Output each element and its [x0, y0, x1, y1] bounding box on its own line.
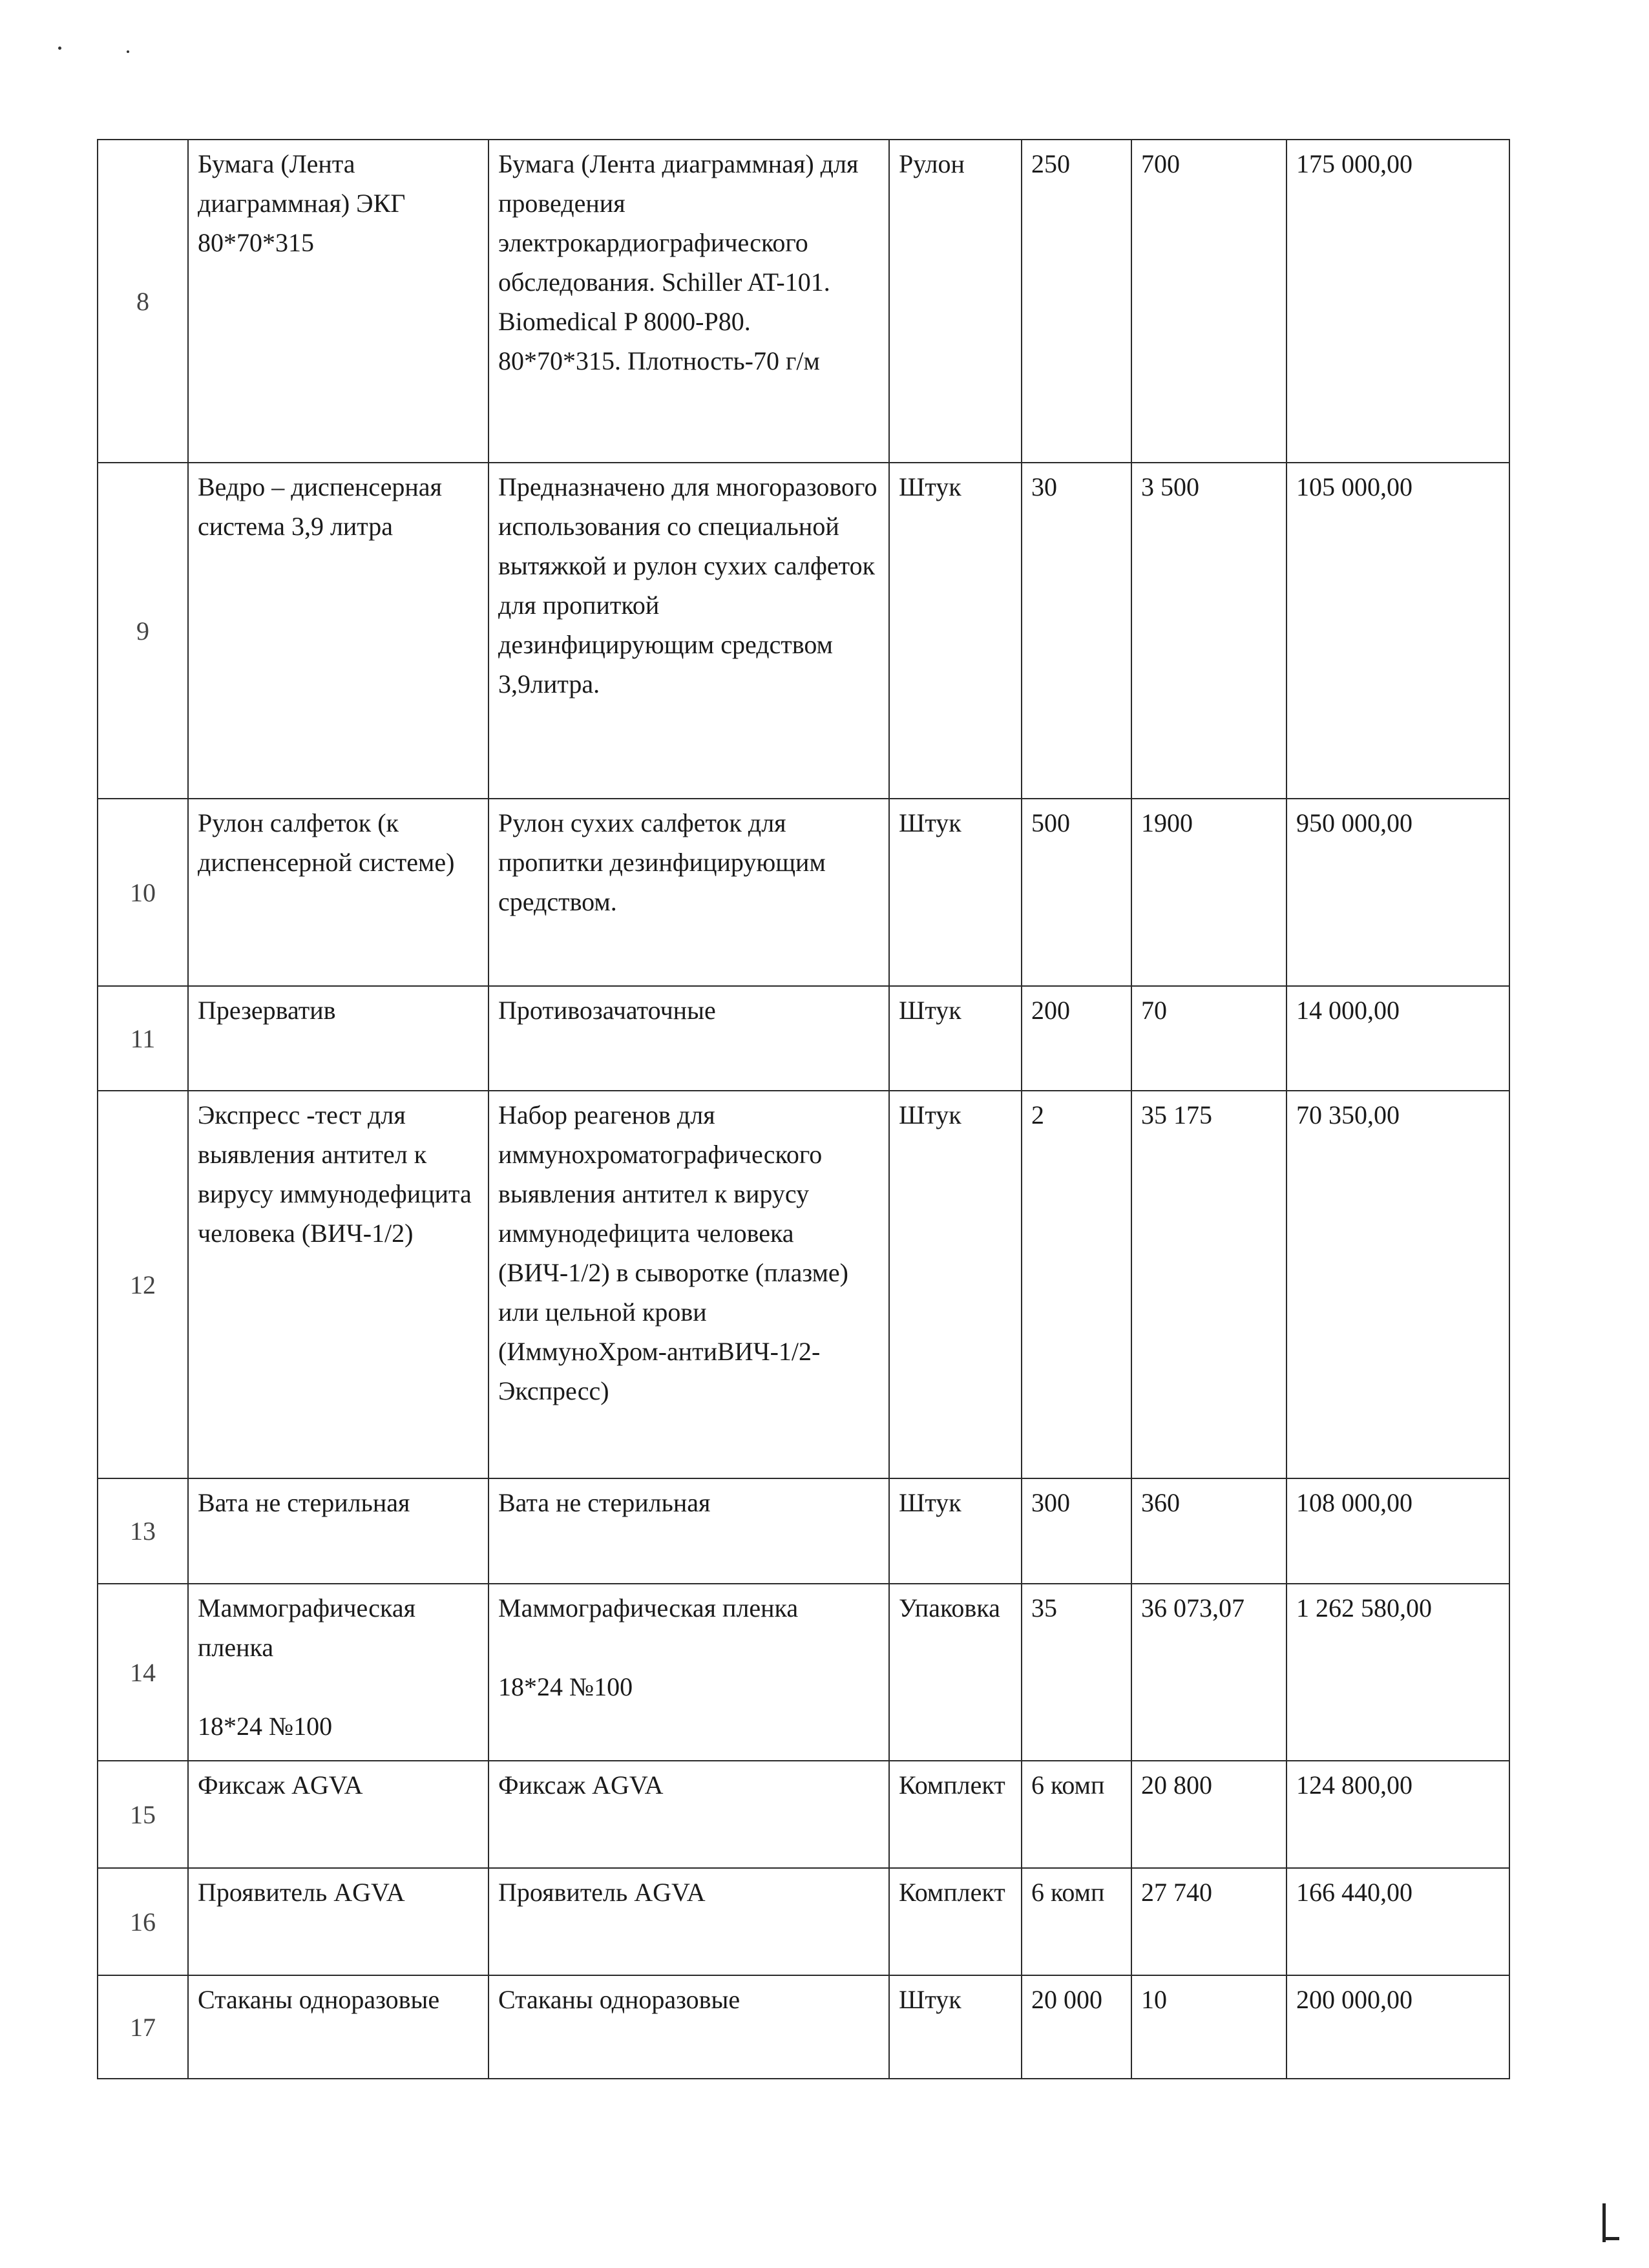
item-name: Фиксаж AGVA [198, 1770, 363, 1800]
item-quantity-cell [1022, 1868, 1131, 1975]
item-quantity: 300 [1031, 1488, 1070, 1517]
item-name-cell [188, 1868, 488, 1975]
item-quantity-cell [1022, 1975, 1131, 2079]
item-description-cell [488, 1975, 889, 2079]
row-number: 16 [130, 1907, 156, 1937]
item-description: Набор реагенов для иммунохроматографического выявления антител к вирусу иммунодефицита человека (ВИЧ-1/2) в сыворотке (плазме) или цельной крови (ИммуноХром-антиВИЧ-1/2-Экспресс) [498, 1100, 848, 1405]
item-name-cell [188, 1478, 488, 1584]
item-price: 27 740 [1141, 1878, 1212, 1907]
item-unit: Упаковка [899, 1593, 1000, 1622]
item-quantity: 2 [1031, 1100, 1044, 1129]
item-sum: 14 000,00 [1296, 996, 1400, 1025]
item-quantity: 6 комп [1031, 1770, 1105, 1800]
item-name: Ведро – диспенсерная система 3,9 литра [198, 472, 442, 541]
row-number-cell [98, 1478, 188, 1584]
item-unit-cell [889, 1091, 1022, 1478]
item-quantity-cell [1022, 1091, 1131, 1478]
row-number: 9 [136, 616, 149, 646]
item-sum: 200 000,00 [1296, 1985, 1413, 2014]
row-number: 8 [136, 286, 149, 316]
item-unit-cell [889, 1868, 1022, 1975]
item-price-cell [1131, 1584, 1287, 1761]
item-unit-cell [889, 463, 1022, 799]
item-price-cell [1131, 1478, 1287, 1584]
item-description-cell [488, 1478, 889, 1584]
item-price-cell [1131, 1091, 1287, 1478]
item-name-cell [188, 463, 488, 799]
item-sum-cell [1287, 140, 1509, 463]
item-quantity: 6 комп [1031, 1878, 1105, 1907]
table-row [98, 1975, 1509, 2079]
row-number-cell [98, 799, 188, 986]
item-sum-cell [1287, 986, 1509, 1091]
item-sum-cell [1287, 463, 1509, 799]
item-unit-cell [889, 986, 1022, 1091]
item-quantity: 250 [1031, 149, 1070, 178]
item-description: Маммографическая пленка 18*24 №100 [498, 1593, 799, 1701]
item-price: 3 500 [1141, 472, 1199, 501]
item-price: 360 [1141, 1488, 1180, 1517]
item-sum: 950 000,00 [1296, 808, 1413, 837]
item-unit-cell [889, 1975, 1022, 2079]
item-price: 1900 [1141, 808, 1193, 837]
table-row [98, 1761, 1509, 1868]
item-quantity-cell [1022, 1761, 1131, 1868]
item-description-cell [488, 799, 889, 986]
item-sum: 70 350,00 [1296, 1100, 1400, 1129]
item-description-cell [488, 986, 889, 1091]
table-row [98, 799, 1509, 986]
item-price: 700 [1141, 149, 1180, 178]
row-number-cell [98, 1868, 188, 1975]
item-unit-cell [889, 1761, 1022, 1868]
item-quantity: 30 [1031, 472, 1057, 501]
item-price-cell [1131, 463, 1287, 799]
item-unit-cell [889, 1584, 1022, 1761]
row-number-cell [98, 1761, 188, 1868]
item-quantity: 20 000 [1031, 1985, 1102, 2014]
row-number: 14 [130, 1657, 156, 1687]
row-number-cell [98, 463, 188, 799]
item-description: Проявитель AGVA [498, 1878, 706, 1907]
item-sum: 166 440,00 [1296, 1878, 1413, 1907]
table-row [98, 1091, 1509, 1478]
items-table [97, 139, 1510, 2079]
table-row [98, 986, 1509, 1091]
scan-mark [1602, 2203, 1606, 2242]
item-description: Противозачаточные [498, 996, 716, 1025]
item-sum-cell [1287, 1761, 1509, 1868]
item-name-cell [188, 1091, 488, 1478]
item-sum: 1 262 580,00 [1296, 1593, 1432, 1622]
scan-speck [58, 47, 61, 50]
item-unit-cell [889, 1478, 1022, 1584]
item-unit: Штук [899, 1100, 961, 1129]
row-number-cell [98, 1584, 188, 1761]
item-sum-cell [1287, 1091, 1509, 1478]
item-sum-cell [1287, 1478, 1509, 1584]
row-number: 10 [130, 877, 156, 907]
item-name-cell [188, 799, 488, 986]
item-name: Стаканы одноразовые [198, 1985, 440, 2014]
item-sum: 124 800,00 [1296, 1770, 1413, 1800]
item-price-cell [1131, 1761, 1287, 1868]
item-unit: Штук [899, 472, 961, 501]
item-unit-cell [889, 799, 1022, 986]
item-unit: Рулон [899, 149, 965, 178]
item-unit: Штук [899, 1985, 961, 2014]
item-sum-cell [1287, 1584, 1509, 1761]
item-unit: Комплект [899, 1770, 1005, 1800]
item-description: Рулон сухих салфеток для пропитки дезинфицирующим средством. [498, 808, 826, 916]
item-price: 20 800 [1141, 1770, 1212, 1800]
item-description: Стаканы одноразовые [498, 1985, 740, 2014]
item-description-cell [488, 1761, 889, 1868]
row-number: 13 [130, 1517, 156, 1546]
item-description-cell [488, 1091, 889, 1478]
table-row [98, 1584, 1509, 1761]
row-number-cell [98, 1975, 188, 2079]
row-number-cell [98, 986, 188, 1091]
row-number-cell [98, 140, 188, 463]
table-row [98, 1478, 1509, 1584]
item-name-cell [188, 1584, 488, 1761]
table-row [98, 463, 1509, 799]
table-body [98, 140, 1509, 2079]
item-price-cell [1131, 1868, 1287, 1975]
item-description: Вата не стерильная [498, 1488, 711, 1517]
row-number: 12 [130, 1270, 156, 1299]
item-price-cell [1131, 1975, 1287, 2079]
item-quantity: 200 [1031, 996, 1070, 1025]
item-description-cell [488, 463, 889, 799]
item-description-cell [488, 1868, 889, 1975]
item-description: Бумага (Лента диаграммная) для проведения электрокардиографического обследования. Schiller AT-101. Biomedical P 8000-P80. 80*70*315. Плотность-70 г/м [498, 149, 859, 375]
item-name-cell [188, 1975, 488, 2079]
scan-speck [127, 50, 129, 53]
item-description-cell [488, 1584, 889, 1761]
row-number: 17 [130, 2012, 156, 2042]
item-price-cell [1131, 799, 1287, 986]
table-row [98, 140, 1509, 463]
item-name-cell [188, 140, 488, 463]
item-sum-cell [1287, 1975, 1509, 2079]
item-price-cell [1131, 986, 1287, 1091]
scan-mark [1602, 2237, 1619, 2240]
item-unit-cell [889, 140, 1022, 463]
item-quantity-cell [1022, 140, 1131, 463]
row-number-cell [98, 1091, 188, 1478]
item-unit: Штук [899, 1488, 961, 1517]
item-name: Рулон салфеток (к диспенсерной системе) [198, 808, 455, 877]
item-quantity-cell [1022, 986, 1131, 1091]
item-unit: Штук [899, 808, 961, 837]
table-row [98, 1868, 1509, 1975]
item-quantity-cell [1022, 799, 1131, 986]
item-price-cell [1131, 140, 1287, 463]
item-sum-cell [1287, 799, 1509, 986]
item-price: 36 073,07 [1141, 1593, 1245, 1622]
item-name-cell [188, 986, 488, 1091]
item-name: Маммографическая пленка 18*24 №100 [198, 1593, 416, 1741]
item-name: Вата не стерильная [198, 1488, 410, 1517]
item-name: Презерватив [198, 996, 336, 1025]
item-quantity: 35 [1031, 1593, 1057, 1622]
item-quantity-cell [1022, 1478, 1131, 1584]
item-sum: 175 000,00 [1296, 149, 1413, 178]
item-price: 70 [1141, 996, 1167, 1025]
item-name: Бумага (Лента диаграммная) ЭКГ 80*70*315 [198, 149, 406, 257]
item-description: Предназначено для многоразового использования со специальной вытяжкой и рулон сухих салфеток для пропиткой дезинфицирующим средством 3,9литра. [498, 472, 877, 698]
item-description-cell [488, 140, 889, 463]
item-description: Фиксаж AGVA [498, 1770, 664, 1800]
item-sum-cell [1287, 1868, 1509, 1975]
item-name: Проявитель AGVA [198, 1878, 405, 1907]
item-name: Экспресс -тест для выявления антител к вирусу иммунодефицита человека (ВИЧ-1/2) [198, 1100, 472, 1248]
item-name-cell [188, 1761, 488, 1868]
item-unit: Комплект [899, 1878, 1005, 1907]
item-quantity-cell [1022, 463, 1131, 799]
row-number: 11 [130, 1024, 156, 1053]
item-quantity: 500 [1031, 808, 1070, 837]
item-sum: 108 000,00 [1296, 1488, 1413, 1517]
item-sum: 105 000,00 [1296, 472, 1413, 501]
item-quantity-cell [1022, 1584, 1131, 1761]
row-number: 15 [130, 1800, 156, 1829]
item-price: 10 [1141, 1985, 1167, 2014]
item-price: 35 175 [1141, 1100, 1212, 1129]
item-unit: Штук [899, 996, 961, 1025]
